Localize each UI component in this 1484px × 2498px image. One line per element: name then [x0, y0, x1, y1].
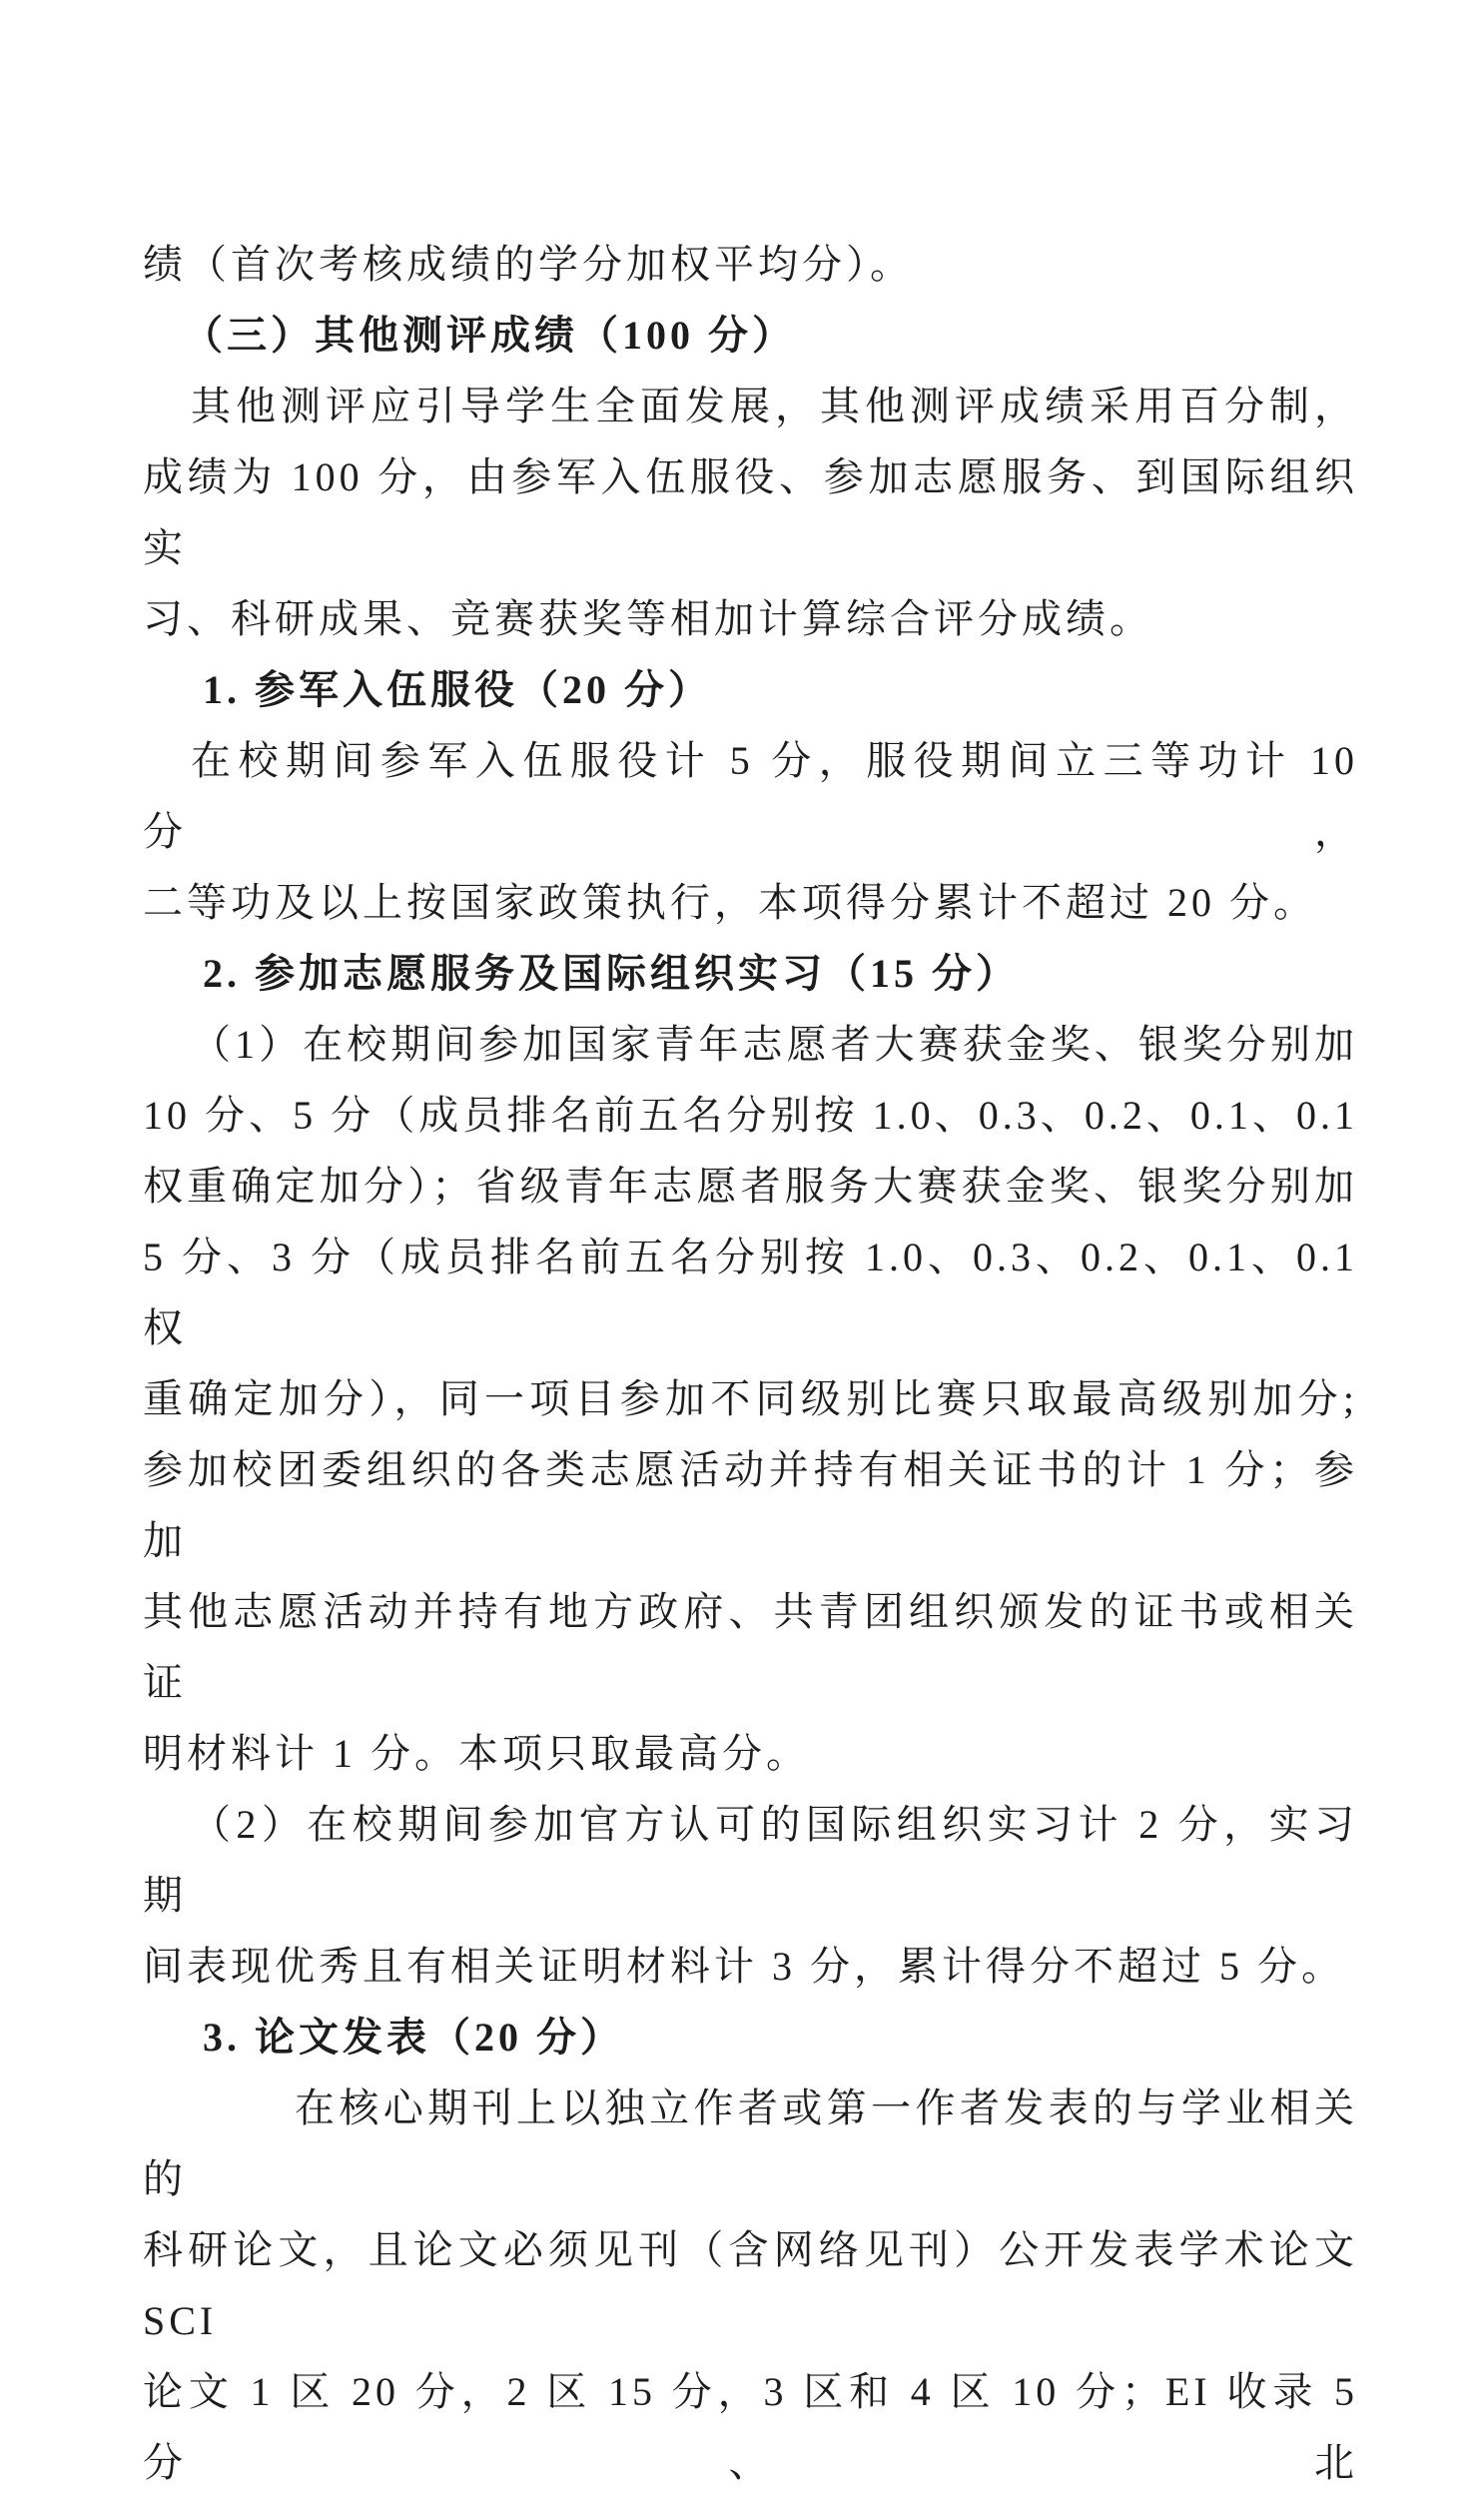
paragraph-line: 科研论文，且论文必须见刊（含网络见刊）公开发表学术论文 SCI [143, 2227, 1358, 2343]
heading-paper-publication: 3. 论文发表（20 分） [203, 2015, 624, 2060]
paragraph-continuation-line: 绩（首次考核成绩的学分加权平均分）。 [143, 242, 914, 287]
paragraph-line: 论文 1 区 20 分，2 区 15 分，3 区和 4 区 10 分；EI 收录 5 分、北 [143, 2369, 1358, 2485]
paragraph-end-line: 二等功及以上按国家政策执行，本项得分累计不超过 20 分。 [143, 880, 1317, 925]
paragraph-line: 在核心期刊上以独立作者或第一作者发表的与学业相关的 [143, 2085, 1358, 2201]
paragraph-line: 权重确定加分）；省级青年志愿者服务大赛获金奖、银奖分别加 [143, 1164, 1358, 1209]
paragraph-end-line: 间表现优秀且有相关证明材料计 3 分，累计得分不超过 5 分。 [143, 1944, 1345, 1989]
paragraph-line: 其他测评应引导学生全面发展，其他测评成绩采用百分制， [191, 384, 1358, 428]
paragraph-line: 5 分、3 分（成员排名前五名分别按 1.0、0.3、0.2、0.1、0.1 权 [143, 1235, 1358, 1350]
paragraph-line: 在校期间参军入伍服役计 5 分，服役期间立三等功计 10 分， [143, 738, 1358, 854]
paragraph-line: 成绩为 100 分，由参军入伍服役、参加志愿服务、到国际组织实 [143, 454, 1358, 570]
heading-volunteer-service: 2. 参加志愿服务及国际组织实习（15 分） [203, 951, 1020, 996]
paragraph-line: 10 分、5 分（成员排名前五名分别按 1.0、0.3、0.2、0.1、0.1 [143, 1093, 1358, 1138]
paragraph-line: （2）在校期间参加官方认可的国际组织实习计 2 分，实习期 [143, 1802, 1358, 1918]
section-heading-other-eval: （三）其他测评成绩（100 分） [183, 313, 796, 358]
document-body [143, 229, 1358, 2498]
paragraph-end-line: 明材料计 1 分。本项只取最高分。 [143, 1731, 810, 1776]
paragraph-line: 其他志愿活动并持有地方政府、共青团组织颁发的证书或相关证 [143, 1589, 1358, 1705]
heading-military-service: 1. 参军入伍服役（20 分） [203, 667, 712, 712]
paragraph-line: 参加校团委组织的各类志愿活动并持有相关证书的计 1 分；参加 [143, 1447, 1358, 1563]
paragraph-line: （1）在校期间参加国家青年志愿者大赛获金奖、银奖分别加 [191, 1022, 1358, 1067]
paragraph-end-line: 习、科研成果、竞赛获奖等相加计算综合评分成绩。 [143, 596, 1153, 641]
paragraph-line: 重确定加分），同一项目参加不同级别比赛只取最高级别加分; [143, 1376, 1358, 1421]
